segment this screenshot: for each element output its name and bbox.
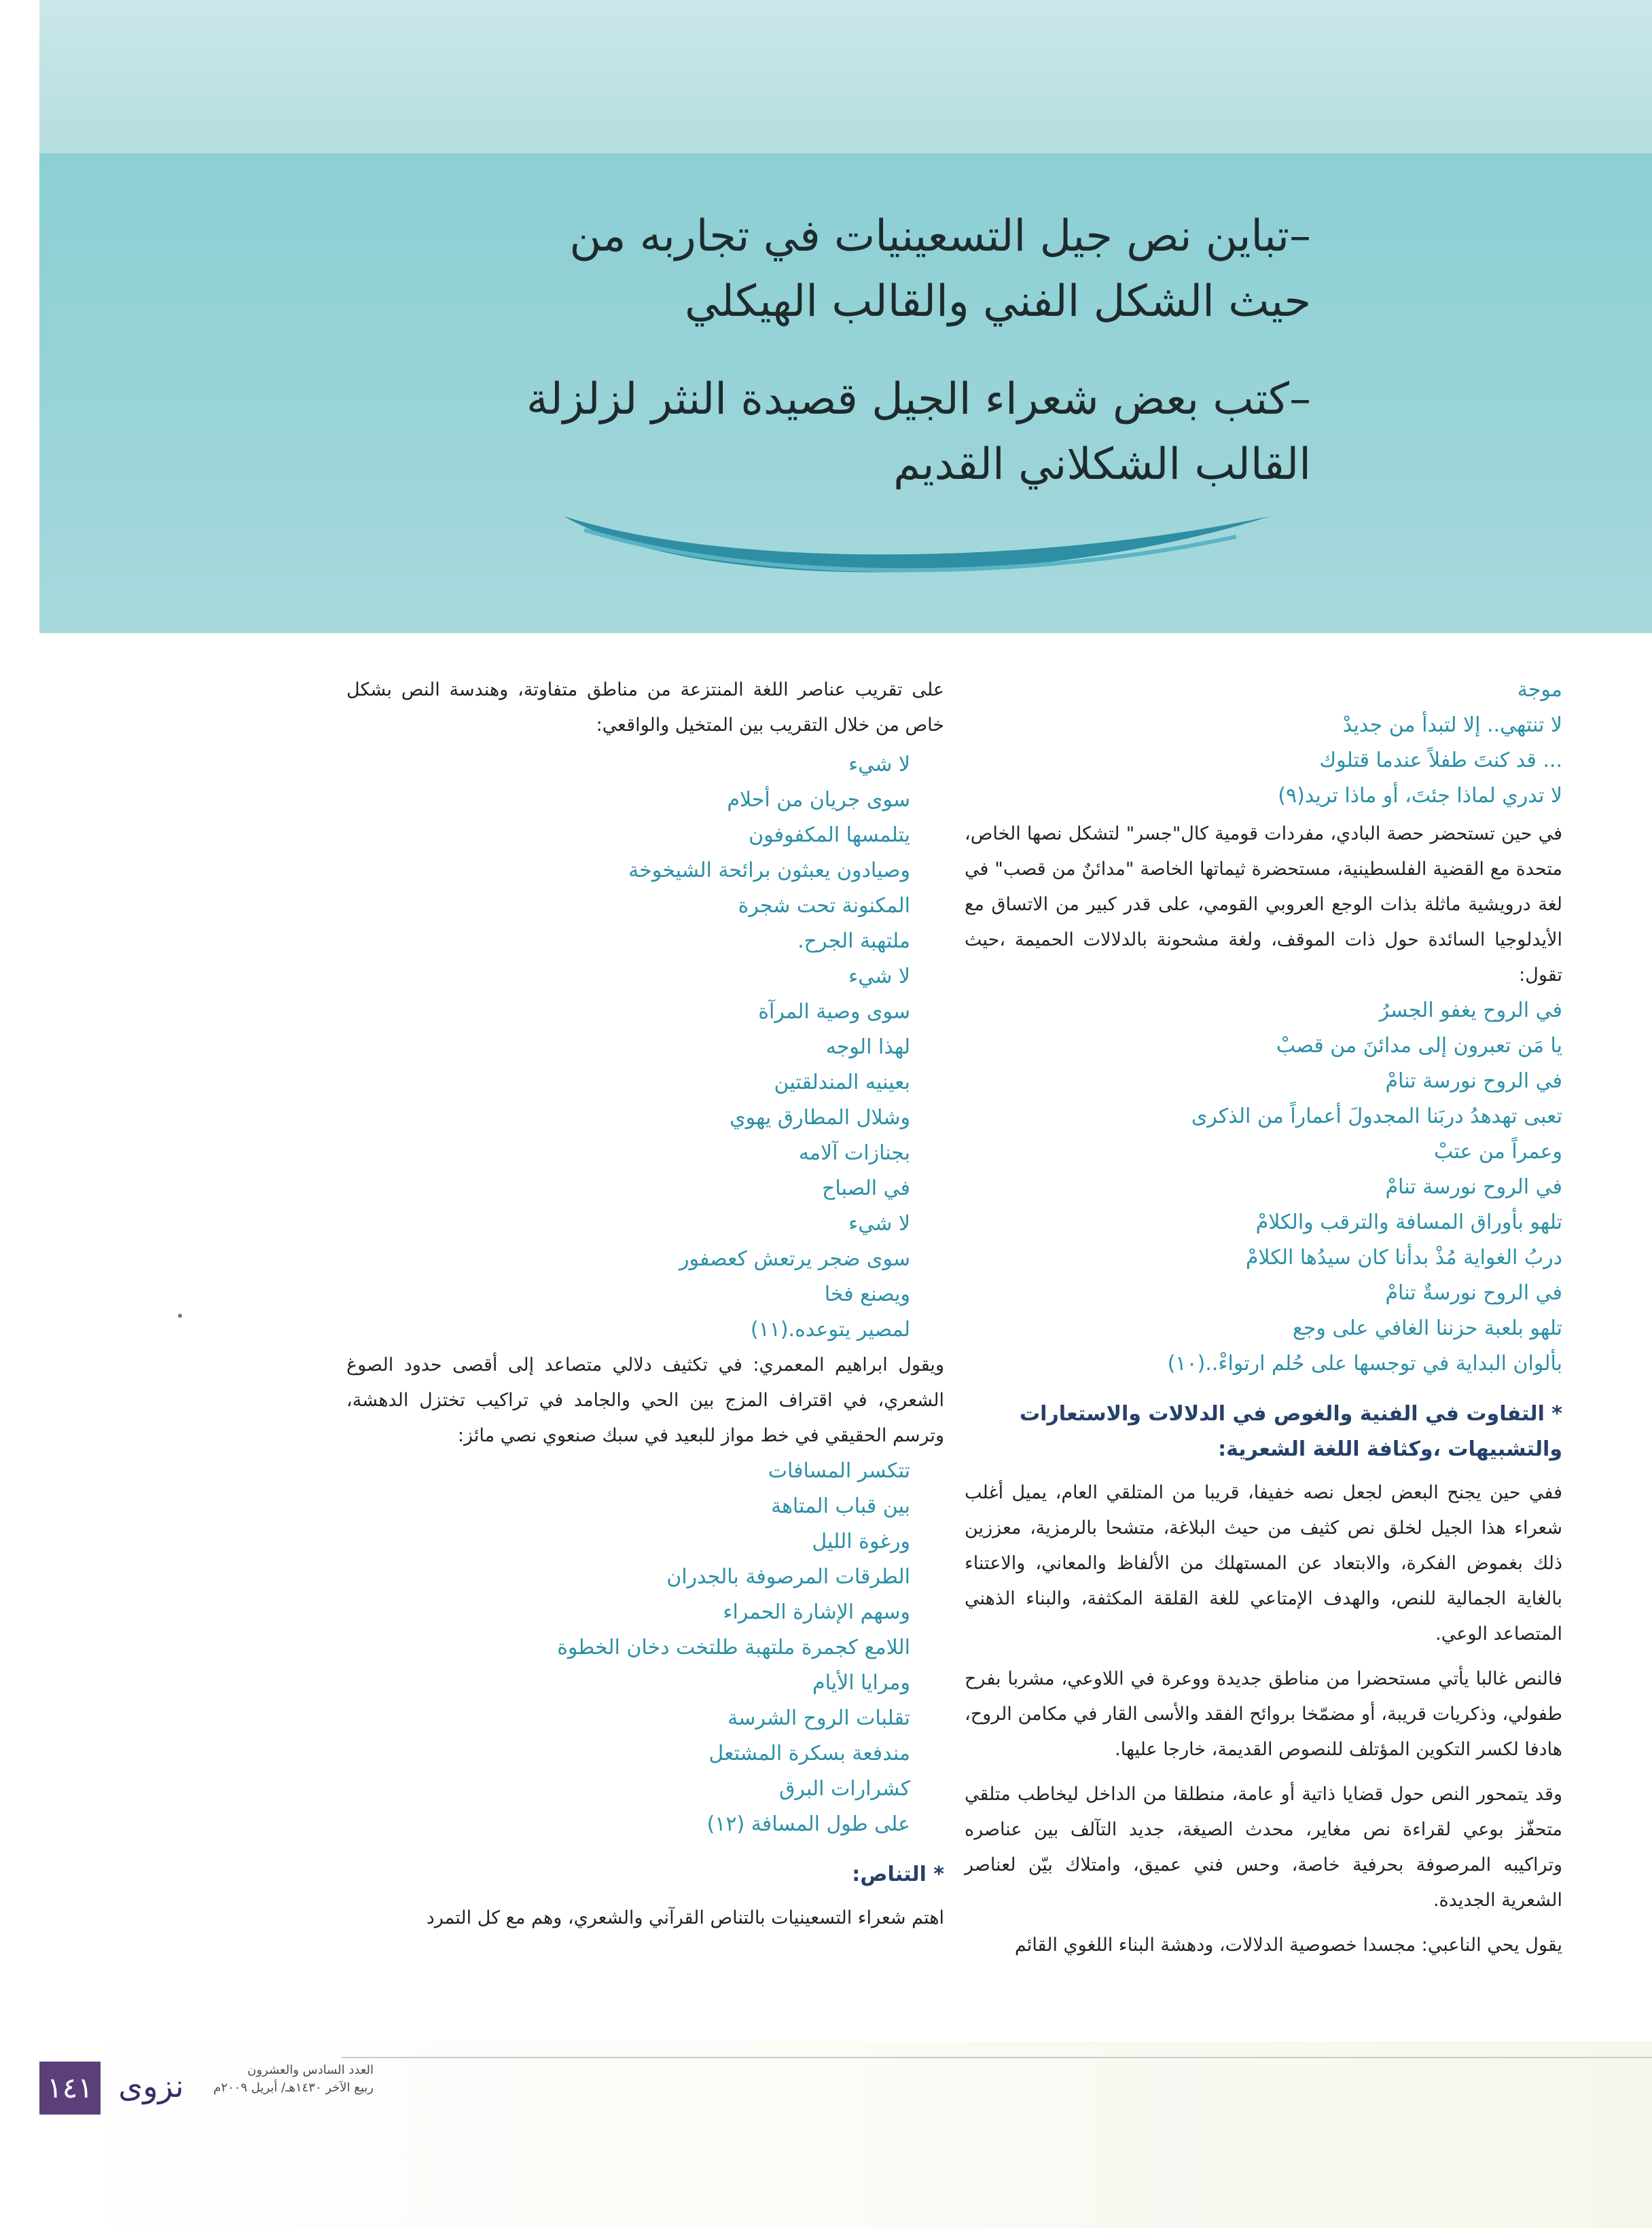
poem-line: وصيادون يعبثون برائحة الشيخوخة	[628, 859, 910, 882]
poem-line: في الصباح	[822, 1176, 910, 1200]
poem-line: لا شيء	[848, 965, 910, 988]
paragraph: فالنص غالبا يأتي مستحضرا من مناطق جديدة ووعرة في اللاوعي، مشربا بفرح طفولي، وذكريات قريبة، أو مضمّخا بروائح الفقد والأسى القار في مكامن الروح، هادفا لكسر التكوين المؤتلف للنصوص القديمة، خارجا عليها.	[965, 1668, 1562, 1760]
poem-line: ملتهبة الجرح.	[797, 929, 910, 953]
poem-line: لا تدري لماذا جئتَ، أو ماذا تريد(٩)	[1278, 784, 1562, 808]
poem-line: يا مَن تعبرون إلى مدائنَ من قصبْ	[1276, 1034, 1562, 1058]
poem-line: لا شيء	[848, 1212, 910, 1236]
section-heading: * التفاوت في الفنية والغوص في الدلالات والاستعارات والتشبيهات ،وكثافة اللغة الشعرية:	[1020, 1402, 1562, 1461]
paragraph: يقول يحي الناعبي: مجسدا خصوصية الدلالات، ودهشة البناء اللغوي القائم	[1014, 1935, 1562, 1956]
poem-line: لهذا الوجه	[825, 1035, 910, 1059]
poem-line: في الروح نورسة تنامْ	[1385, 1069, 1562, 1093]
poem-line: تلهو بلعبة حزننا الغافي على وجع	[1292, 1316, 1562, 1340]
footer-divider	[342, 2057, 1652, 2058]
section-heading: * التناص:	[852, 1863, 944, 1886]
poem-line: وسهم الإشارة الحمراء	[723, 1600, 910, 1624]
poem-line: بجنازات آلامه	[798, 1141, 910, 1165]
poem-line: اللامع كجمرة ملتهبة طلتخت دخان الخطوة	[557, 1636, 910, 1659]
poem-line: على طول المسافة (١٢)	[706, 1812, 910, 1836]
speck-dot	[178, 1314, 182, 1318]
page-number: ١٤١	[39, 2062, 101, 2115]
issue-number: العدد السادس والعشرون	[247, 2063, 374, 2077]
paragraph: في حين تستحضر حصة البادي، مفردات قومية كال"جسر" لتشكل نصها الخاص، متحدة مع القضية الفلسطينية، مستحضرة ثيماتها الخاصة "مدائنٌ من قصب" في لغة درويشية ماثلة بذات الوجع العروبي القومي، على قدر كبير من الاتساق مع الأيدلوجيا السائدة حول ذات الموقف، ولغة مشحونة بالدلالات الحميمة ،حيث تقول:	[965, 823, 1562, 986]
poem-line: كشرارات البرق	[779, 1777, 910, 1801]
header-band-light	[39, 0, 1652, 154]
poem-line: موجة	[1517, 678, 1562, 702]
poem-4	[346, 1454, 944, 1842]
poem-line: تتكسر المسافات	[768, 1459, 910, 1483]
magazine-logo: نزوى	[118, 2068, 184, 2104]
poem-line: تلهو بأوراق المسافة والترقب والكلامْ	[1255, 1210, 1562, 1234]
poem-line: بألوان البداية في توجسها على حُلم ارتواءْ..(١٠)	[1167, 1352, 1562, 1376]
left-column	[346, 672, 944, 1936]
poem-line: لا تنتهي.. إلا لتبدأ من جديدْ	[1342, 713, 1562, 737]
poem-3	[346, 747, 944, 1348]
poem-line: سوى ضجر يرتعش كعصفور	[679, 1247, 910, 1271]
poem-line: المكنونة تحت شجرة	[738, 894, 910, 918]
poem-line: وعمراً من عتبْ	[1433, 1140, 1562, 1164]
paragraph: اهتم شعراء التسعينيات بالتناص القرآني والشعري، وهم مع كل التمرد	[426, 1907, 944, 1928]
poem-line: يتلمسها المكفوفون	[749, 823, 910, 847]
issue-date: ربيع الآخر ١٤٣٠هـ/ أبريل ٢٠٠٩م	[213, 2081, 374, 2095]
poem-line: ويصنع فخا	[824, 1282, 910, 1306]
issue-info	[204, 2062, 374, 2097]
poem-line: الطرقات المرصوفة بالجدران	[666, 1565, 910, 1589]
poem-line: تقلبات الروح الشرسة	[728, 1706, 910, 1730]
poem-line: سوى وصية المرآة	[758, 1000, 910, 1024]
poem-line: سوى جريان من أحلام	[727, 788, 910, 812]
paragraph: ففي حين يجنح البعض لجعل نصه خفيفا، قريبا من المتلقي العام، يميل أغلب شعراء هذا الجيل لخلق نص كثيف من حيث البلاغة، متشحا بالرمزية، معززين ذلك بغموض الفكرة، والابتعاد عن المستهلك من الألفاظ والمعاني، والاعتناء بالغاية الجمالية للنص، والهدف الإمتاعي للغة القلقة المكثفة، والبناء الذهني المتصاعد الوعي.	[965, 1482, 1562, 1645]
poem-line: دربُ الغواية مُذْ بدأنا كان سيدُها الكلامْ	[1245, 1246, 1562, 1270]
paragraph: على تقريب عناصر اللغة المنتزعة من مناطق متفاوتة، وهندسة النص بشكل خاص من خلال التقريب بين المتخيل والواقعي:	[346, 679, 944, 736]
poem-line: وشلال المطارق يهوي	[730, 1106, 910, 1130]
headline-1: –تباين نص جيل التسعينيات في تجاربه من حيث الشكل الفني والقالب الهيكلي	[569, 211, 1311, 327]
poem-1	[965, 672, 1562, 814]
right-column	[965, 672, 1562, 1963]
paragraph: وقد يتمحور النص حول قضايا ذاتية أو عامة، منطلقا من الداخل ليخاطب متلقي متحفّز بوعي لقراءة نص مغاير، محدث الصيغة، جديد التآلف بين عناصره وتراكيبه المرصوفة بحرفية خاصة، وحس فني عميق، وامتلاك بيّن لعناصر الشعرية الجديدة.	[965, 1784, 1562, 1911]
poem-line: في الروح يغفو الجسرُ	[1379, 999, 1562, 1022]
paragraph: ويقول ابراهيم المعمري: في تكثيف دلالي متصاعد إلى أقصى حدود الصوغ الشعري، في اقتراف المزج بين الحي والجامد في تراكيب تختزل الدهشة، وترسم الحقيقي في خط مواز للبعيد في سبك صنعوي نصي مائز:	[346, 1354, 944, 1446]
headline-2: –كتب بعض شعراء الجيل قصيدة النثر لزلزلة القالب الشكلاني القديم	[526, 374, 1311, 490]
poem-line: لا شيء	[848, 753, 910, 776]
poem-line: تعبى تهدهدُ دربَنا المجدولَ أعماراً من الذكرى	[1191, 1104, 1562, 1128]
poem-line: ومرايا الأيام	[812, 1671, 910, 1695]
poem-line: لمصير يتوعده.(١١)	[750, 1318, 910, 1342]
poem-2	[965, 993, 1562, 1382]
poem-line: ورغوة الليل	[812, 1530, 910, 1553]
poem-line: بعينيه المندلقتين	[774, 1071, 910, 1094]
decorative-swoosh	[557, 489, 1277, 591]
poem-line: في الروح نورسة تنامْ	[1385, 1175, 1562, 1199]
poem-line: في الروح نورسةٌ تنامْ	[1385, 1281, 1562, 1305]
poem-line: مندفعة بسكرة المشتعل	[708, 1742, 910, 1765]
poem-line: بين قباب المتاهة	[770, 1494, 910, 1518]
poem-line: ... قد كنتَ طفلاً عندما قتلوك	[1319, 749, 1562, 772]
